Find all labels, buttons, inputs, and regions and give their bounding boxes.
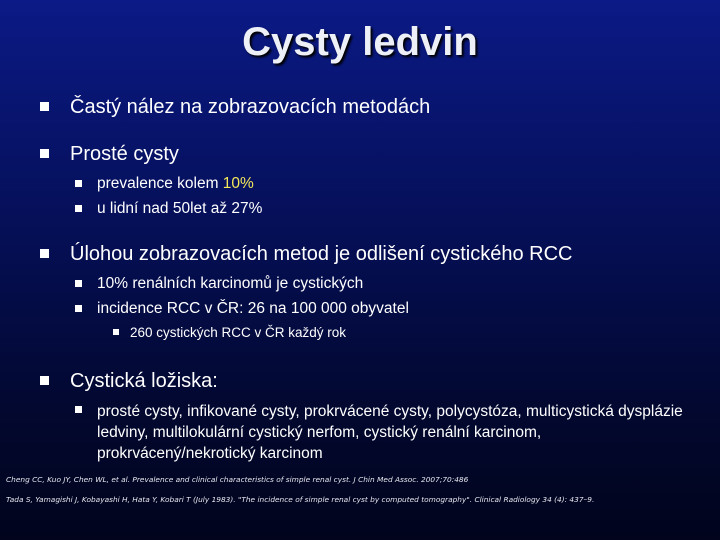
square-bullet-icon: [75, 305, 82, 312]
bullet-4-text: Cystická ložiska:: [70, 370, 218, 392]
bullet-1-text: Častý nález na zobrazovacích metodách: [70, 96, 431, 118]
bullet-4-1-text: prosté cysty, infikované cysty, prokrvácené cysty, polycystóza, multicystická dysplázie ledviny, multilokulární cystický nerfom, cystický renální karcinom, prokrvácený/nekrotický karcinom: [97, 403, 683, 462]
bullet-2-1-prefix: prevalence kolem: [97, 175, 223, 192]
references: [6, 470, 594, 510]
square-bullet-icon: [40, 102, 49, 111]
bullet-2-text: Prosté cysty: [70, 143, 179, 165]
reference-1: Cheng CC, Kuo JY, Chen WL, et al. Prevalence and clinical characteristics of simple renal cyst. J Chin Med Assoc. 2007;70:486: [6, 475, 469, 484]
square-bullet-icon: [40, 249, 49, 258]
square-bullet-icon: [75, 205, 82, 212]
bullet-2-1-text: [97, 175, 254, 193]
reference-2: Tada S, Yamagishi J, Kobayashi H, Hata Y, Kobari T (July 1983). "The incidence of simple renal cyst by computed tomography". Clinical Radiology 34 (4): 437–9.: [6, 495, 595, 504]
square-bullet-icon: [40, 149, 49, 158]
bullet-3-text: Úlohou zobrazovacích metod je odlišení cystického RCC: [70, 243, 573, 265]
slide-title: Cysty ledvin: [242, 20, 478, 64]
square-bullet-icon: [75, 280, 82, 287]
bullet-3-2-text: incidence RCC v ČR: 26 na 100 000 obyvatel: [97, 300, 409, 317]
bullet-2-1-highlight: 10%: [222, 175, 254, 192]
bullet-2-2-text: u lidní nad 50let až 27%: [97, 200, 263, 217]
square-bullet-icon: [75, 180, 82, 187]
square-bullet-icon: [113, 329, 119, 335]
bullet-3-1-text: 10% renálních karcinomů je cystických: [97, 275, 364, 292]
square-bullet-icon: [75, 406, 82, 413]
bullet-3-2-1-text: 260 cystických RCC v ČR každý rok: [130, 325, 347, 340]
square-bullet-icon: [40, 376, 49, 385]
